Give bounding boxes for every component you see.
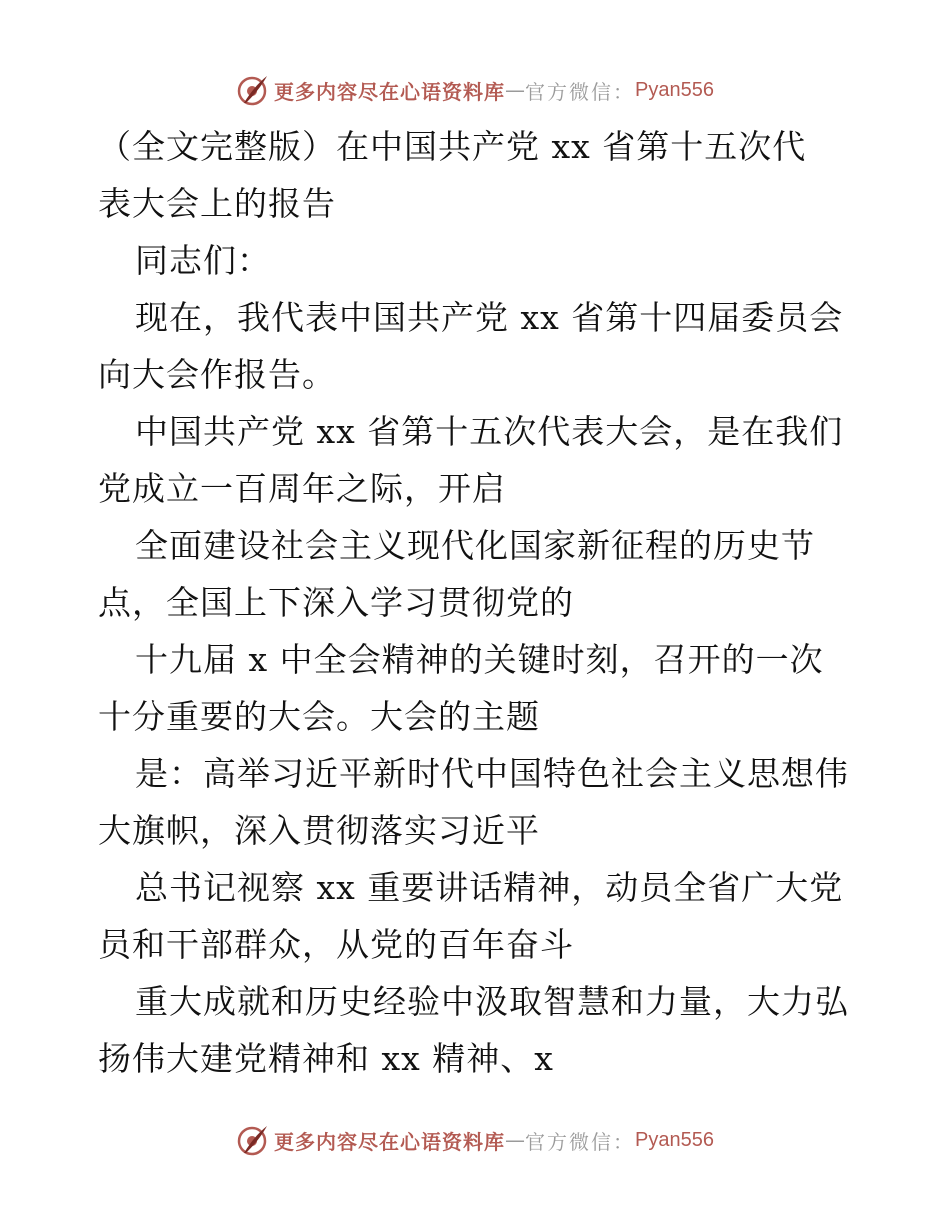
paragraph-line: 十分重要的大会。大会的主题 (98, 697, 540, 736)
official-wechat-label: 官方微信： (525, 1129, 636, 1154)
paragraph-line: 点，全国上下深入学习贯彻党的 (98, 583, 574, 622)
salutation: 同志们： (135, 241, 271, 280)
paragraph-line: 总书记视察 xx 重要讲话精神，动员全省广大党 (135, 868, 844, 907)
header-watermark-banner (0, 70, 950, 110)
wechat-id: Pyan556 (635, 78, 714, 101)
paragraph-line: 大旗帜，深入贯彻落实习近平 (98, 811, 540, 850)
paragraph-line: 中国共产党 xx 省第十五次代表大会，是在我们 (135, 412, 844, 451)
wechat-id: Pyan556 (635, 1128, 714, 1151)
paragraph-line: 全面建设社会主义现代化国家新征程的历史节 (135, 526, 815, 565)
paragraph-line: 是：高举习近平新时代中国特色社会主义思想伟 (135, 754, 849, 793)
banner-separator: — (505, 1128, 526, 1152)
brand-text: 更多内容尽在心语资料库 (274, 79, 506, 104)
document-body (98, 118, 858, 1087)
document-title-line-1: （全文完整版）在中国共产党 xx 省第十五次代 (98, 127, 807, 166)
footer-watermark-banner (0, 1120, 950, 1160)
paragraph-line: 扬伟大建党精神和 xx 精神、x (98, 1039, 554, 1078)
document-title-line-2: 表大会上的报告 (98, 184, 336, 223)
logo-feather-icon (236, 73, 270, 107)
paragraph-line: 现在，我代表中国共产党 xx 省第十四届委员会 (135, 298, 844, 337)
paragraph-line: 员和干部群众，从党的百年奋斗 (98, 925, 574, 964)
paragraph-line: 向大会作报告。 (98, 355, 336, 394)
paragraph-line: 重大成就和历史经验中汲取智慧和力量，大力弘 (135, 982, 849, 1021)
banner-separator: — (505, 78, 526, 102)
paragraph-line: 党成立一百周年之际，开启 (98, 469, 506, 508)
brand-text: 更多内容尽在心语资料库 (274, 1129, 506, 1154)
logo-feather-icon (236, 1123, 270, 1157)
paragraph-line: 十九届 x 中全会精神的关键时刻，召开的一次 (135, 640, 824, 679)
official-wechat-label: 官方微信： (525, 79, 636, 104)
